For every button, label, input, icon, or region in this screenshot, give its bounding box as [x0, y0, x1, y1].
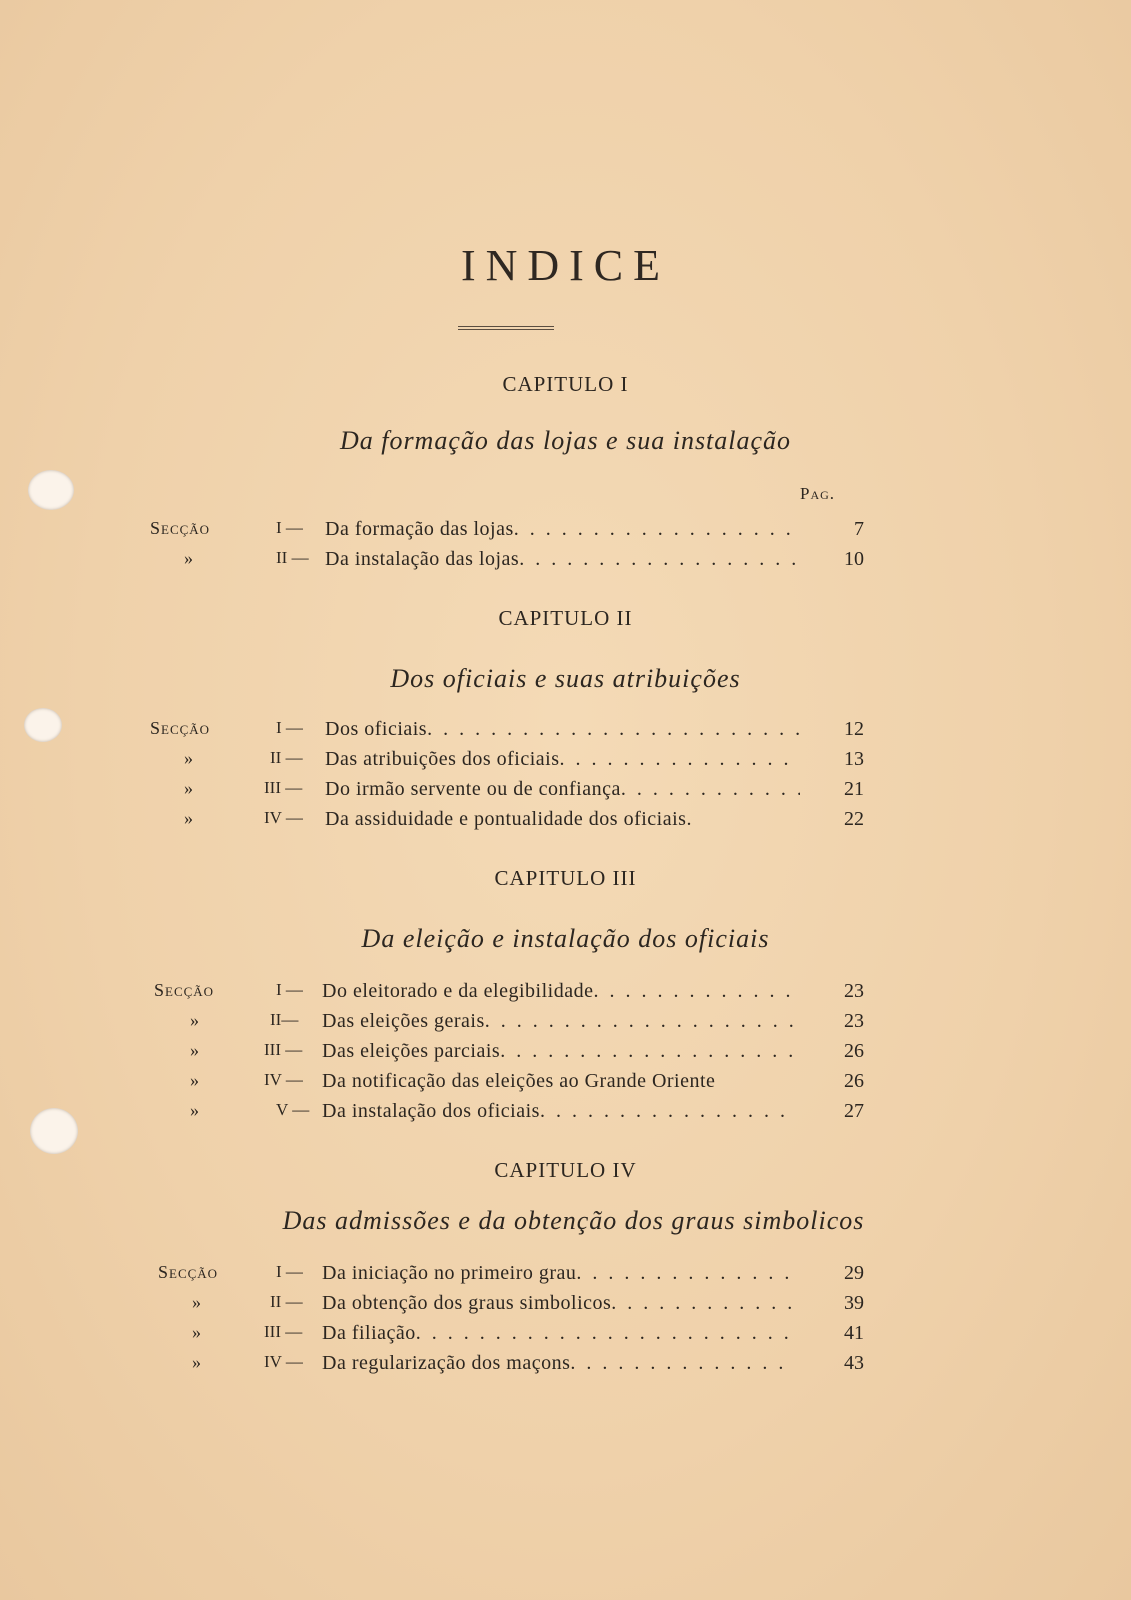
section-label: Secção [158, 1262, 219, 1282]
section-number: III — [264, 1322, 303, 1341]
entry-page: 29 [844, 1262, 864, 1284]
entry-page: 21 [844, 778, 864, 800]
section-label: » [190, 1010, 200, 1030]
entry-title: Do irmão servente ou de confiança . . . [325, 778, 800, 801]
entry-page: 22 [844, 808, 864, 830]
section-number: II— [270, 1010, 299, 1029]
toc-entry[interactable] [150, 1352, 864, 1378]
toc-entry[interactable] [150, 518, 864, 544]
entry-title: Dos oficiais . . . [325, 718, 800, 741]
chapter-3-subtitle: Da eleição e instalação dos oficiais [361, 924, 770, 953]
section-number: I — [276, 1262, 303, 1281]
entry-title: Da assiduidade e pontualidade dos oficiais. [325, 808, 692, 830]
section-label: » [184, 778, 194, 798]
section-number: I — [276, 980, 303, 999]
chapter-4-subtitle: Das admissões e da obtenção dos graus simbolicos [282, 1206, 865, 1235]
section-label: » [184, 808, 194, 828]
section-label: Secção [154, 980, 215, 1000]
entry-title: Da notificação das eleições ao Grande Oriente [322, 1070, 716, 1092]
toc-entry[interactable] [150, 1262, 864, 1288]
chapter-3-heading: CAPITULO III [494, 866, 637, 890]
chapter-4-heading: CAPITULO IV [494, 1158, 637, 1182]
toc-entry[interactable] [150, 1322, 864, 1348]
entry-title: Da filiação . . . [322, 1322, 794, 1345]
section-label: » [192, 1352, 202, 1372]
section-number: IV — [264, 808, 303, 827]
section-number: III — [264, 778, 303, 797]
title-rule [458, 326, 554, 330]
entry-page: 43 [844, 1352, 864, 1374]
section-label: » [190, 1040, 200, 1060]
section-label: » [192, 1322, 202, 1342]
section-label: » [190, 1100, 200, 1120]
entry-page: 10 [844, 548, 864, 570]
entry-title: Das eleições parciais . . . [322, 1040, 794, 1063]
entry-page: 39 [844, 1292, 864, 1314]
section-label: » [184, 548, 194, 568]
section-label: » [192, 1292, 202, 1312]
section-number: II — [270, 1292, 303, 1311]
toc-entry[interactable] [150, 980, 864, 1006]
toc-entry[interactable] [150, 548, 864, 574]
toc-entry[interactable] [150, 808, 864, 834]
entry-title: Do eleitorado e da elegibilidade . . . [322, 980, 794, 1003]
entry-page: 26 [844, 1040, 864, 1062]
punch-hole-middle [24, 708, 62, 742]
toc-entry[interactable] [150, 778, 864, 804]
page-column-label: Pag. [800, 484, 836, 503]
page-title: INDICE [460, 241, 671, 290]
entry-page: 23 [844, 980, 864, 1002]
toc-entry[interactable] [150, 748, 864, 774]
entry-title: Da instalação das lojas . . . [325, 548, 800, 571]
section-number: I — [276, 518, 303, 537]
punch-hole-bottom [30, 1108, 78, 1154]
entry-title: Da iniciação no primeiro grau . . . [322, 1262, 794, 1285]
chapter-1-subtitle: Da formação das lojas e sua instalação [339, 426, 792, 455]
entry-title: Da instalação dos oficiais . . . [322, 1100, 794, 1123]
entry-title: Das eleições gerais . . . [322, 1010, 794, 1033]
section-number: I — [276, 718, 303, 737]
toc-entry[interactable] [150, 718, 864, 744]
section-label: Secção [150, 718, 211, 738]
section-number: III — [264, 1040, 303, 1059]
entry-title: Da regularização dos maçons . . . [322, 1352, 794, 1375]
toc-entry[interactable] [150, 1292, 864, 1318]
entry-page: 27 [844, 1100, 864, 1122]
entry-page: 23 [844, 1010, 864, 1032]
entry-title: Das atribuições dos oficiais . . . [325, 748, 800, 771]
chapter-2-heading: CAPITULO II [498, 606, 633, 630]
entry-page: 41 [844, 1322, 864, 1344]
toc-entry[interactable] [150, 1070, 864, 1096]
chapter-2-subtitle: Dos oficiais e suas atribuições [390, 664, 741, 693]
section-number: II — [270, 748, 303, 767]
section-label: Secção [150, 518, 211, 538]
punch-hole-top [28, 470, 74, 510]
entry-page: 12 [844, 718, 864, 740]
section-number: IV — [264, 1070, 303, 1089]
chapter-1-heading: CAPITULO I [502, 372, 629, 396]
entry-title: Da formação das lojas . . . [325, 518, 800, 541]
section-number: V — [276, 1100, 310, 1119]
entry-page: 13 [844, 748, 864, 770]
section-label: » [184, 748, 194, 768]
entry-page: 26 [844, 1070, 864, 1092]
entry-page: 7 [854, 518, 864, 540]
toc-entry[interactable] [150, 1010, 864, 1036]
section-number: II — [276, 548, 309, 567]
toc-entry[interactable] [150, 1040, 864, 1066]
section-number: IV — [264, 1352, 303, 1371]
entry-title: Da obtenção dos graus simbolicos . . . [322, 1292, 794, 1315]
toc-entry[interactable] [150, 1100, 864, 1126]
section-label: » [190, 1070, 200, 1090]
